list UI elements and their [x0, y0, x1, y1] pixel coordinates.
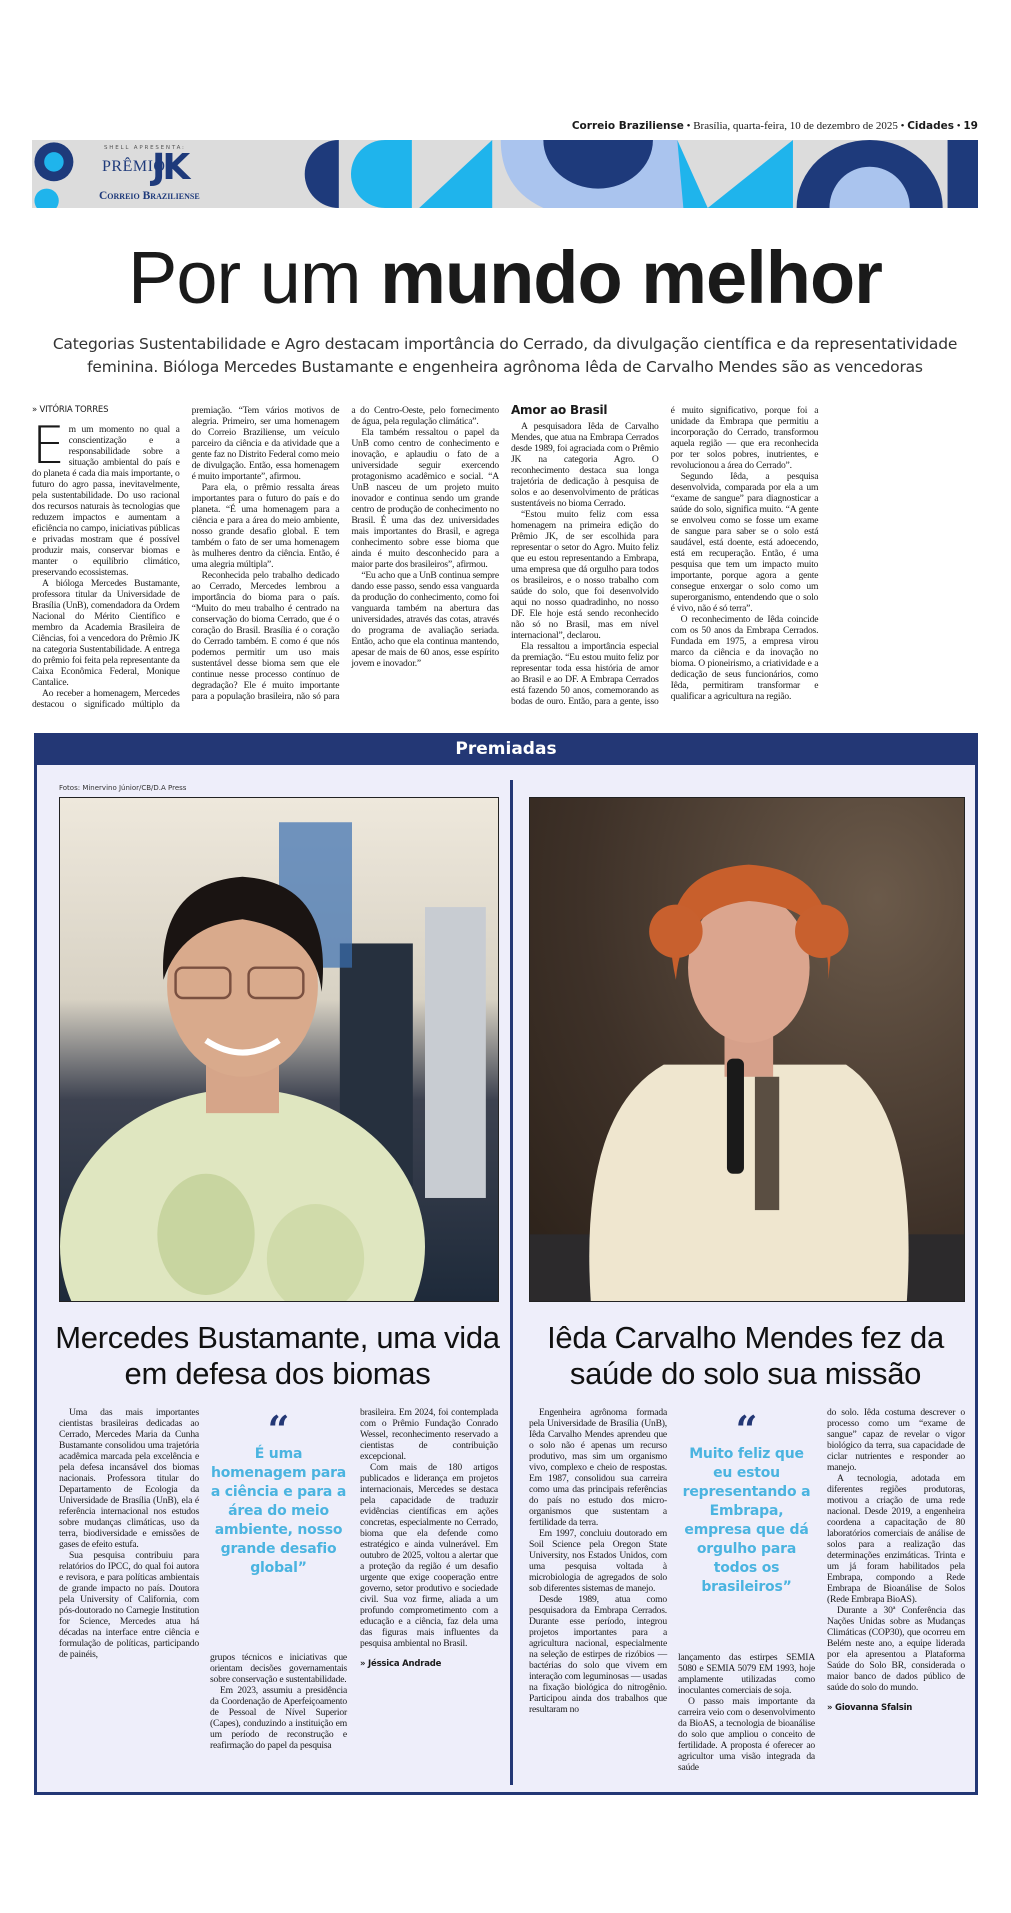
headline-deck: Categorias Sustentabilidade e Agro destacam importância do Cerrado, da divulgação científica e da representatividade feminina. Bióloga Mercedes Bustamante e engenheira agrônoma Iêda de Carvalho Mendes são as vencedoras: [52, 335, 958, 376]
headline-light: Por um: [128, 236, 361, 319]
article-paragraph: Em 1997, concluiu doutorado em Soil Science pela Oregon State University, nos Estados Unidos, com uma pesquisa voltada à microbiologia de agregados de solo sob diferentes sistemas de manejo.: [529, 1528, 667, 1594]
article-paragraph: Em 2023, assumiu a presidência da Coordenação de Aperfeiçoamento de Pessoal de Nível Superior (Capes), conduzindo a instituição em um período de reconstrução e reafirmação do papel da pesquisa: [210, 1685, 347, 1751]
publisher-logo: Correio Braziliense: [99, 190, 200, 202]
article-subhead: Amor ao Brasil: [510, 403, 608, 417]
page-folio: Correio Braziliense • Brasília, quarta-feira, 10 de dezembro de 2025 • Cidades • 19: [571, 120, 978, 132]
article-paragraph: Ao receber a homenagem, Mercedes destacou o significado múltiplo da premiação. “Tem vários motivos de alegria. Primeiro, ser uma homenagem do Correio Braziliense, um veículo parceiro da ciência e da atividade que a gente faz no Distrito Federal como meio de divulgação. Então, essa homenagem é muito importante”, afirmou.: [32, 405, 340, 710]
article-paragraph: do solo. Iêda costuma descrever o processo como um “exame de sangue” capaz de revelar o vigor biológico da terra, sua capacidade de ciclar nutrientes e responder ao manejo.: [827, 1407, 965, 1473]
photo-mercedes-bustamante: [59, 797, 499, 1302]
article-paragraph: grupos técnicos e iniciativas que orientam decisões governamentais sobre conservação e sustentabilidade.: [210, 1652, 347, 1685]
article-paragraph: O reconhecimento de Iêda coincide com os 50 anos da Embrapa Cerrados. Fundada em 1975, a empresa virou marco da ciência e da inovação no bioma. O pioneirismo, a criatividade e a dedicação de seus funcionários, como Iêda, permitiram transformar e qualificar a agricultura na região.: [670, 614, 819, 702]
article-paragraph: Engenheira agrônoma formada pela Universidade de Brasília (UnB), Iêda Carvalho Mendes aprendeu que o solo não é apenas um recurso produtivo, mas sim um organismo vivo, complexo e cheio de respostas. Em 1987, consolidou sua carreira como uma das principais referências do país no estudo dos micro-organismos que sustentam a fertilidade da terra.: [529, 1407, 667, 1528]
paper-name: Correio Braziliense: [571, 120, 684, 132]
article-paragraph: Para ela, o prêmio ressalta áreas importantes para o futuro do país e do planeta. “É uma homenagem para a ciência e para a área do meio ambiente, nosso grande desafio global. E tem também o fato de ser uma homenagem às mulheres dentro da ciência. Então, é uma alegria múltipla”.: [191, 482, 340, 570]
main-article-body: [32, 405, 978, 710]
award-banner: [32, 140, 978, 208]
author-byline: » Giovanna Sfalsin: [827, 1703, 913, 1713]
article-paragraph: Durante a 30ª Conferência das Nações Unidas sobre as Mudanças Climáticas (COP30), que ocorreu em Belém neste ano, a equipe liderada por ela apresentou a Plataforma Saúde do Solo BR, considerada o maior banco de dados público de saúde do solo do mundo.: [827, 1605, 965, 1693]
pull-quote: [678, 1407, 815, 1652]
article-paragraph: “Estou muito feliz com essa homenagem na primeira edição do Prêmio JK, de ser escolhida para representar o setor do Agro. Muito feliz que eu estou representando a Embrapa, uma empresa que dá orgulho para todos os brasileiros, e o nosso trabalho com saúde do solo, que foi desenvolvido aqui no nosso quadradinho, no nosso DF. Ele hoje está sendo reconhecido não só no Brasil, mas em nível internacional”, declarou.: [510, 509, 659, 641]
article-paragraph: brasileira. Em 2024, foi contemplada com o Prêmio Fundação Conrado Wessel, reconhecimento reservado a cientistas de contribuição excepcional.: [360, 1407, 498, 1462]
article-paragraph: Desde 1989, atua como pesquisadora da Embrapa Cerrados. Durante esse período, integrou projetos importantes para a agricultura nacional, especialmente na seleção de estirpes de rizóbios — bactérias do solo que vivem em interação com leguminosas — usadas na fixação biológica do nitrogênio. Participou ainda dos trabalhos que resultaram no: [529, 1594, 667, 1715]
ieda-article-col-2: [678, 1407, 815, 1773]
article-paragraph: Ela também ressaltou o papel da UnB como centro de conhecimento e inovação, e aplaudiu o fato de a universidade seguir exercendo protagonismo acadêmico e social. “A UnB nasceu de um projeto muito inovador e continua sendo um grande centro de produção de conhecimento no Brasil. É uma das dez universidades mais importantes do Brasil, e agrega conhecimento sobre esse bioma que ainda é muito desconhecido para a maior parte dos brasileiros”, afirmou.: [351, 427, 499, 570]
jk-mark: JK: [152, 147, 188, 188]
award-label: PRÊMIO: [102, 158, 166, 175]
headline-bold: mundo melhor: [380, 236, 882, 319]
article-paragraph: A bióloga Mercedes Bustamante, professora titular da Universidade de Brasília (UnB), comendadora da Ordem Nacional do Mérito Científico e membro da Academia Brasileira de Ciências, foi a vencedora do Prêmio JK na categoria Sustentabilidade. A entrega do prêmio foi feita pela representante da Caixa Econômica Federal, Monique Cantalice.: [32, 578, 180, 688]
premio-jk-logo: [80, 142, 215, 206]
pull-quote: [210, 1407, 347, 1652]
ieda-article-col-3: [827, 1407, 965, 1714]
edition-date: Brasília, quarta-feira, 10 de dezembro de 2025: [693, 120, 898, 132]
section-name: Cidades: [907, 120, 955, 132]
mercedes-article-col-2: [210, 1407, 347, 1751]
mercedes-article-col-1: [59, 1407, 199, 1660]
pull-quote-text: É uma homenagem para a ciência e para a área do meio ambiente, nosso grande desafio global”: [210, 1446, 347, 1576]
presenter-label: SHELL APRESENTA:: [104, 145, 186, 151]
photo-credit: Fotos: Minervino Júnior/CB/D.A Press: [59, 784, 187, 792]
article-paragraph: A tecnologia, adotada em diferentes regiões produtoras, motivou a criação de uma rede nacional. Desde 2019, a engenheira coordena a capacitação de 80 laboratórios comerciais de análise de solos para a realização das determinações enzimáticas. Trinta e um já foram habilitados pela Embrapa, compondo a Rede Embrapa de Bioanálise de Solos (Rede Embrapa BioAS).: [827, 1473, 965, 1605]
article-paragraph: A pesquisadora Iêda de Carvalho Mendes, que atua na Embrapa Cerrados desde 1989, foi agraciada com o Prêmio JK na categoria Agro. O reconhecimento destaca sua longa trajetória de dedicação à pesquisa de solos e ao desenvolvimento de práticas sustentáveis no bioma Cerrado.: [510, 421, 659, 509]
article-paragraph: Ela ressaltou a importância especial da premiação. “Eu estou muito feliz por representar toda essa história de amor ao Brasil e ao DF. A Embrapa Cerrados está fazendo 50 anos, comemorando as bodas de ouro. Então, para a gente, isso é muito significativo, porque foi a unidade da Embrapa que permitiu a incorporação do Cerrado, transformou aquela região — que era reconhecida por ter solos pobres, inutrientes, e revolucionou a área do Cerrado”.: [510, 405, 819, 707]
article-paragraph: “Eu acho que a UnB continua sempre dando esse passo, sendo essa vanguarda da produção do conhecimento, como foi vanguarda também na abertura das universidades, através das cotas, através do programa de avaliação seriada. Então, acho que ela continua mantendo, apesar de mais de 60 anos, esse espírito jovem e inovador.”: [351, 570, 499, 669]
article-paragraph: O passo mais importante da carreira veio com o desenvolvimento da BioAS, a tecnologia de bioanálise do solo que ampliou o conceito de fertilidade. A proposta é oferecer ao agricultor uma visão integrada da saúde: [678, 1696, 815, 1773]
article-paragraph: Reconhecida pelo trabalho dedicado ao Cerrado, Mercedes lembrou a importância do bioma para o país. “Muito do meu trabalho é centrado na conservação do bioma Cerrado, que é o coração do Brasil. Brasília é o coração do Cerrado também. E como é que nós podemos permitir um uso mais sustentável desse bioma sem que ele continue nesse processo contínuo de degradação? Ele é muito importante para a população brasileira, não só para a do Centro-Oeste, pelo fornecimento de água, pela regulação climática”.: [191, 405, 499, 702]
ieda-article-col-1: [529, 1407, 667, 1715]
article-paragraph: Uma das mais importantes cientistas brasileiras dedicadas ao Cerrado, Mercedes Maria da Cunha Bustamante consolidou uma trajetória acadêmica marcada pela excelência e pela defesa incansável dos biomas nacionais. Professora titular do Departamento de Ecologia da Universidade de Brasília (UnB), ela é referência internacional nos estudos sobre mudanças climáticas, uso da terra, biodiversidade e emissões de gases de efeito estufa.: [59, 1407, 199, 1550]
article-paragraph: lançamento das estirpes SEMIA 5080 e SEMIA 5079 EM 1993, hoje amplamente utilizadas como inoculantes comerciais de soja.: [678, 1652, 815, 1696]
page-number: 19: [963, 120, 978, 132]
premiadas-header: Premiadas: [34, 733, 978, 765]
drop-cap: E: [32, 416, 65, 476]
ieda-article-title: Iêda Carvalho Mendes fez da saúde do solo sua missão: [547, 1320, 944, 1391]
pull-quote-text: Muito feliz que eu estou representando a Embrapa, empresa que dá orgulho para todos os brasileiros”: [682, 1446, 811, 1595]
quote-mark-icon: “: [735, 1407, 758, 1452]
article-paragraph: Sua pesquisa contribuiu para relatórios do IPCC, do qual foi autora e revisora, e para políticas ambientais de grande impacto no país. Doutora pela University of California, com pós-doutorado no Carnegie Institution for Science, Mercedes atua há décadas na interface entre ciência e formulação de políticas, participando de painéis,: [59, 1550, 199, 1660]
mercedes-article-col-3: [360, 1407, 498, 1670]
article-paragraph: [32, 416, 180, 578]
quote-mark-icon: “: [267, 1407, 290, 1452]
article-paragraph: Com mais de 180 artigos publicados e liderança em projetos internacionais, Mercedes se destaca pela capacidade de traduzir evidências científicas em ações concretas, especialmente no Cerrado, bioma que ela defende como estratégico e ainda vulnerável. Em outubro de 2025, voltou a alertar que a proteção da região é um desafio urgente que exige cooperação entre governo, setor produtivo e sociedade civil. Sua voz firme, aliada a um profundo comprometimento com a educação e a ciência, faz dela uma das figuras mais influentes da pesquisa ambiental no Brasil.: [360, 1462, 498, 1649]
author-byline: » Jéssica Andrade: [360, 1659, 442, 1669]
photo-ieda-carvalho-mendes: [529, 797, 965, 1302]
author-byline: » VITÓRIA TORRES: [32, 405, 109, 415]
article-paragraph: Segundo Iêda, a pesquisa desenvolvida, comparada por ela a um “exame de sangue” para diagnosticar a saúde do solo, significa muito. “A gente se envolveu como se fosse um exame de sangue para saber se o solo está saudável, está doente, está adoecendo, está em recuperação. Então, é uma pesquisa que tem um impacto muito importante, porque agora a gente consegue enxergar o solo como um superorganismo, entendendo que o solo é vivo, não é só terra”.: [670, 471, 819, 614]
paragraph-text: m um momento no qual a conscientização e a responsabilidade sobre a situação ambiental do país e do planeta é cada dia mais importante, o futuro do agro passa, inevitavelmente, pela sustentabilidade. Do uso racional dos recursos naturais às tecnologias que reduzem impactos e aumentam a eficiência no campo, iniciativas públicas e privadas mostram que é possível produzir mais, conservar biomas e manter o equilíbrio climático, preservando ecossistemas.: [32, 424, 180, 578]
column-divider: [510, 780, 513, 1785]
page-headline: [32, 236, 978, 320]
mercedes-article-title: Mercedes Bustamante, uma vida em defesa dos biomas: [55, 1320, 500, 1391]
